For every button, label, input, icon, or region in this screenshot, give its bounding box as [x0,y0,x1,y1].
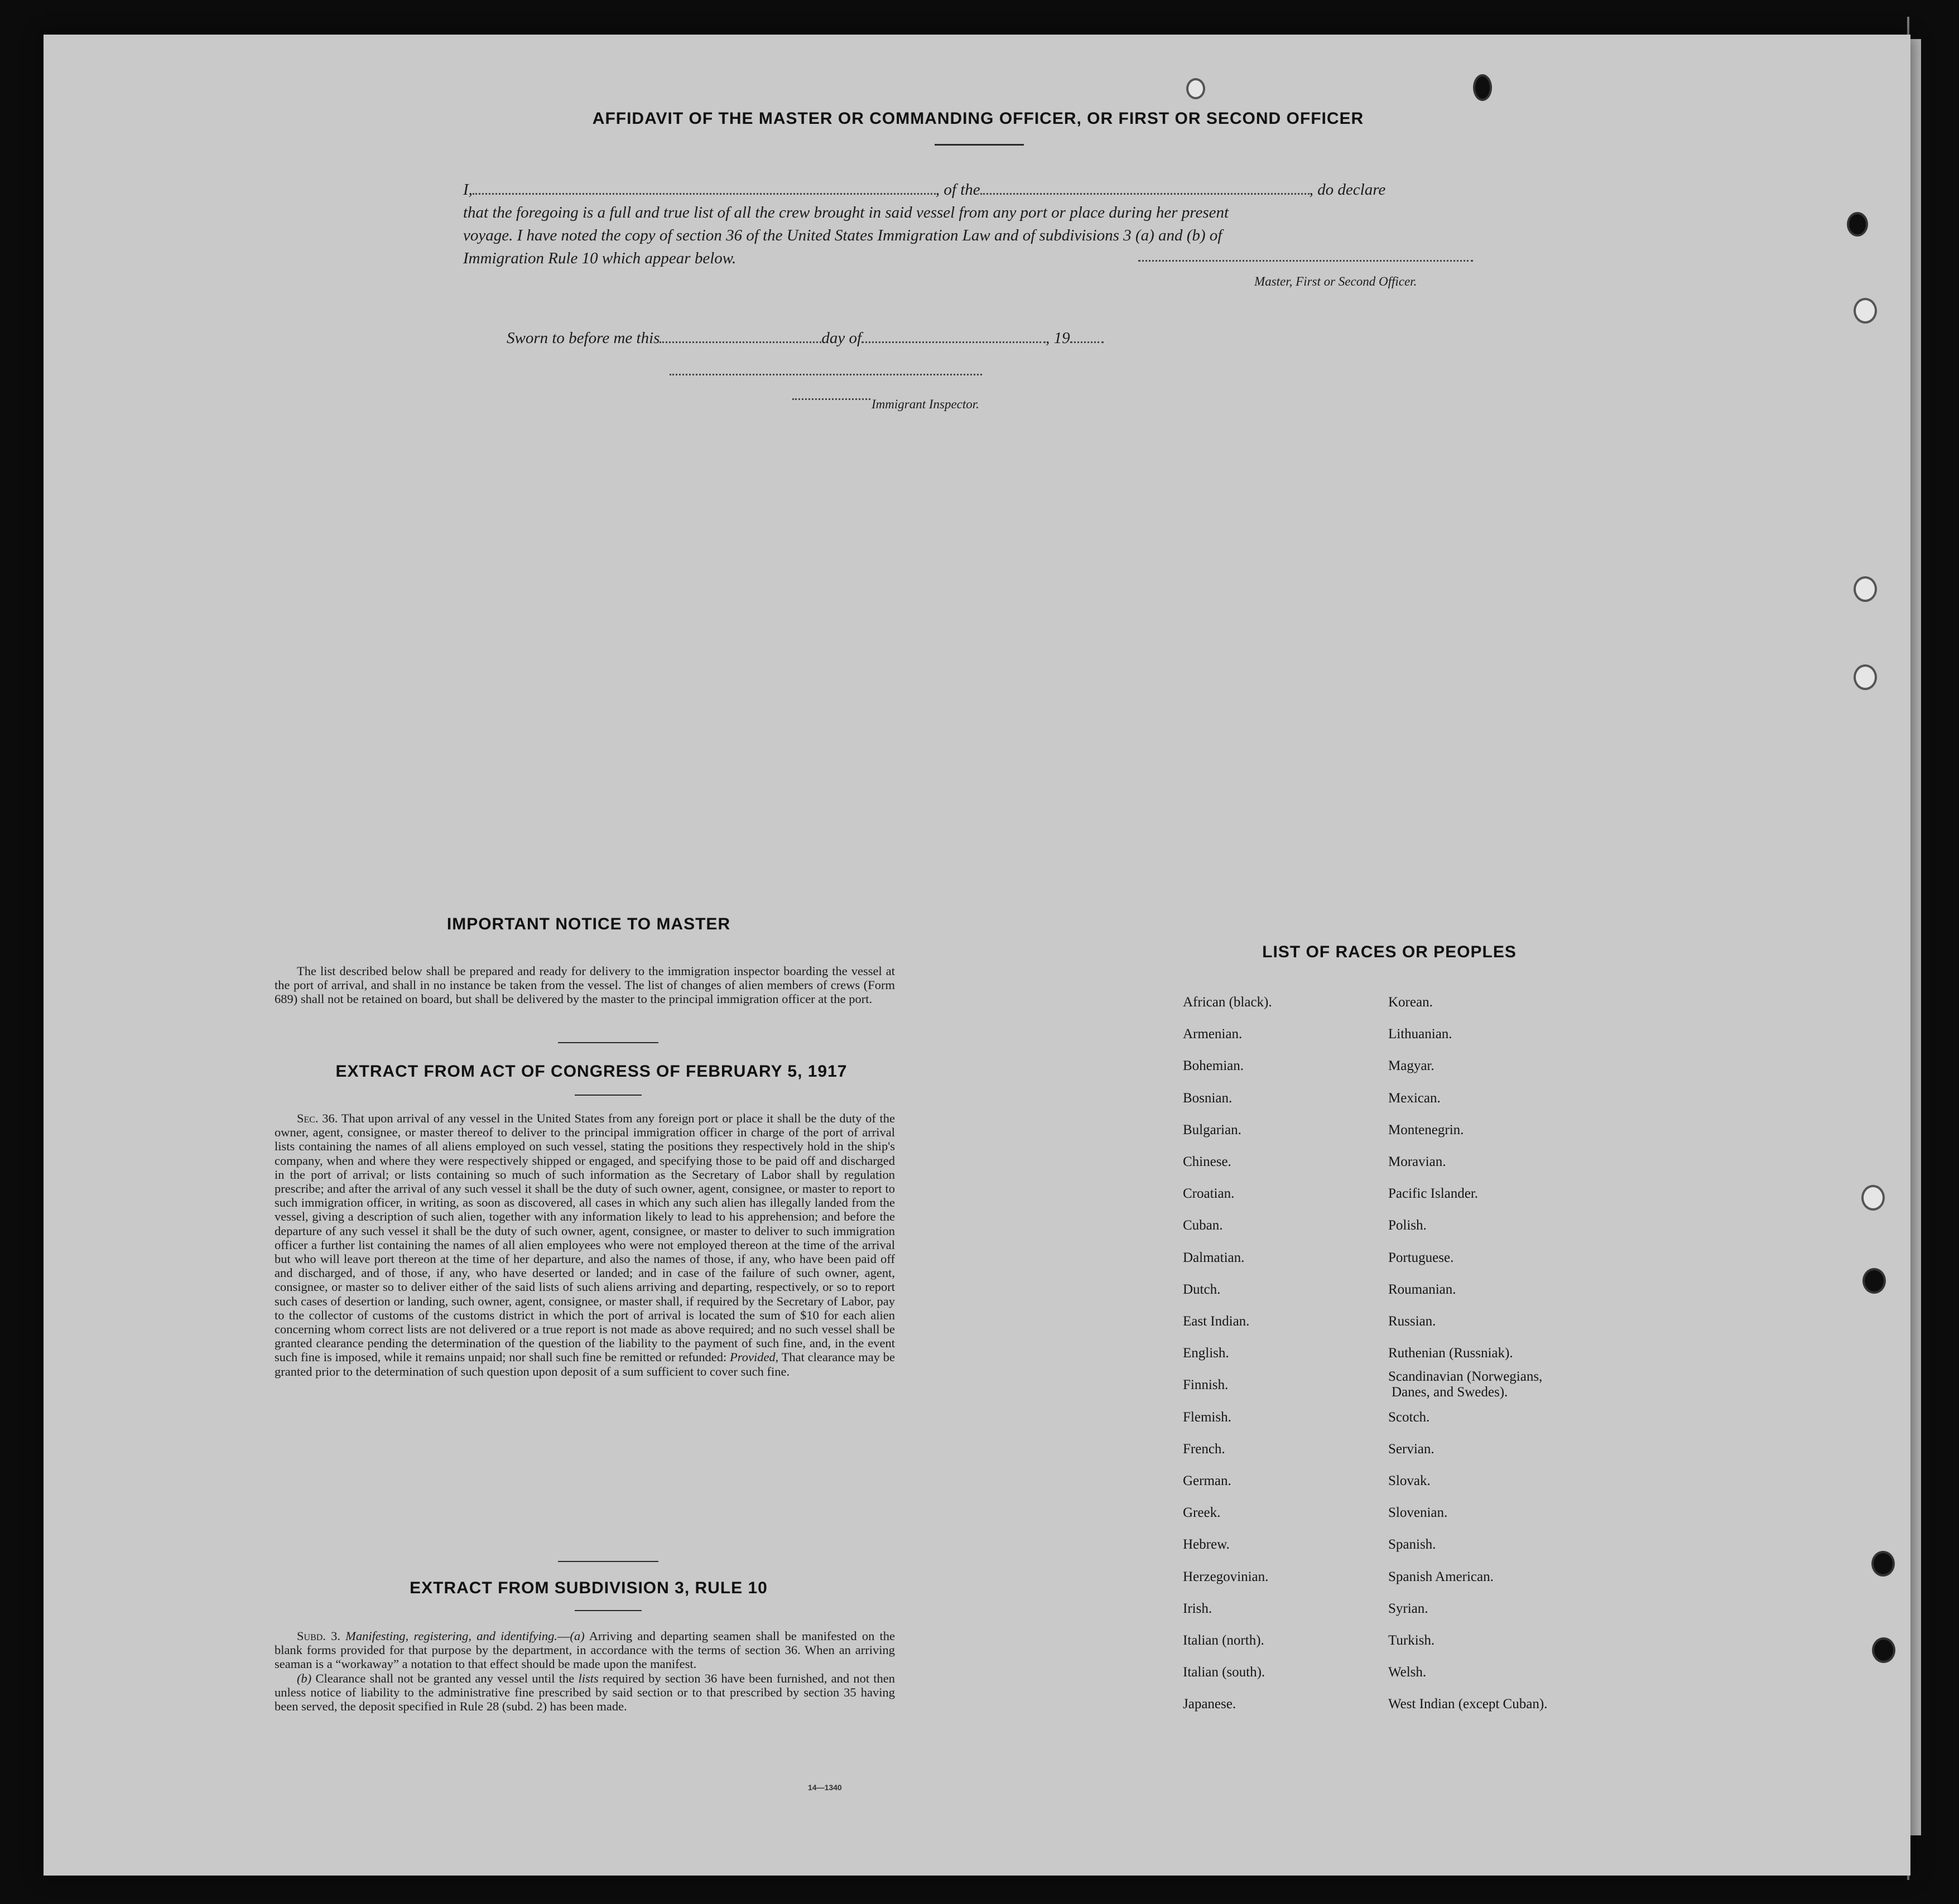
race-item: Herzegovinian. [1183,1569,1269,1584]
race-item: Flemish. [1183,1409,1231,1425]
subd-label: Subd. 3. [297,1629,340,1643]
provided-text: That clearance may be granted prior to the determination of such question upon deposit of a sum sufficient to cover such fine. [275,1350,896,1378]
race-item: German. [1183,1473,1231,1489]
para-b-lists: lists [578,1671,599,1685]
para-a-text: Arriving and departing seamen shall be manifested on the blank forms provided for that purpose by the department, in accordance with the terms of section 36. When an arriving seaman is a “workaway” a notation to that effect should be made upon the manifest. [275,1629,896,1671]
race-item: Cuban. [1183,1218,1223,1233]
subd-b-paragraph [275,1671,895,1714]
sworn-year: , 19 [1046,329,1070,347]
race-item: Mexican. [1388,1090,1441,1106]
race-item: West Indian (except Cuban). [1388,1696,1548,1712]
vessel-blank[interactable] [980,179,1310,195]
punch-hole [1872,1637,1895,1663]
act-extract-text [275,1111,895,1378]
race-item: Dalmatian. [1183,1250,1245,1265]
race-item: Finnish. [1183,1377,1229,1393]
race-item: Spanish. [1388,1537,1436,1553]
race-item: East Indian. [1183,1314,1250,1329]
act-extract-title: EXTRACT FROM ACT OF CONGRESS OF FEBRUARY 5, 1917 [335,1062,848,1081]
race-item: Hebrew. [1183,1537,1230,1553]
races-left-column [1183,986,1272,1720]
form-number: 14—1340 [808,1783,842,1792]
section-rule [575,1610,642,1611]
race-item: Scandinavian (Norwegians, [1388,1369,1543,1385]
notice-title: IMPORTANT NOTICE TO MASTER [446,915,731,933]
inspector-leader [792,397,870,400]
races-title: LIST OF RACES OR PEOPLES [1262,943,1517,961]
sec-36-text: That upon arrival of any vessel in the United States from any foreign port or place it shall be the duty of the owner, agent, consignee, or master thereof to deliver to the principal immigration officer in charge of the port of arrival lists containing the names of all aliens employed on such vessel, stating the positions they respectively hold in the ship's company, when and where they were respectively shipped or engaged, and specifying those to be paid off and discharged in the port of arrival; or lists containing so much of such information as the Secretary of Labor shall by regulation prescribe; and after the arrival of any such vessel it shall be the duty of such owner, agent, consignee, or master to report to such immigration officer, in writing, as soon as discovered, all cases in which any such alien has illegally landed from the vessel, giving a description of such alien, together with any information likely to lead to his apprehension; and before the departure of any such vessel it shall be the duty of such owner, agent, consignee, or master to deliver to such immigration officer a further list containing the names of all alien employees who were not employed thereon at the time of the arrival but who will leave port thereon at the time of her departure, and also the names of those, if any, who have been paid off and discharged, and of those, if any, who have deserted or landed; and in case of the failure of such owner, agent, consignee, or master so to deliver either of the said lists of such aliens arriving and departing, respectively, or so to report such cases of desertion or landing, such owner, agent, consignee, or master shall, if required by the Secretary of Labor, pay to the collector of customs of the customs district in which the port of arrival is located the sum of $10 for each alien concerning whom correct lists are not delivered or a true report is not made as above required; and no such vessel shall be granted clearance pending the determination of the question of the liability to the payment of such fine, and, in the event such fine is imposed, while it remains unpaid; nor shall such fine be remitted or refunded: [275,1111,896,1365]
para-a-label: (a) [570,1629,585,1643]
section-rule [558,1561,658,1562]
section-rule [558,1042,658,1043]
declaration-I: I, [463,181,473,199]
para-b-label: (b) [297,1671,312,1685]
declaration-line-4: Immigration Rule 10 which appear below. [463,249,737,267]
punch-hole [1871,1551,1895,1577]
sworn-year-blank[interactable] [1070,327,1104,343]
sworn-prefix: Sworn to before me this [507,329,660,347]
race-item: Magyar. [1388,1058,1435,1074]
race-item: Bulgarian. [1183,1122,1241,1137]
race-item: Servian. [1388,1441,1435,1457]
race-item: Ruthenian (Russniak). [1388,1346,1513,1361]
race-item: Polish. [1388,1218,1427,1233]
race-item: Dutch. [1183,1281,1221,1297]
rule-extract-title: EXTRACT FROM SUBDIVISION 3, RULE 10 [410,1579,768,1597]
race-item-two-line [1388,1369,1547,1401]
race-item: Chinese. [1183,1154,1231,1170]
race-item: Italian (north). [1183,1633,1264,1648]
notice-text [275,964,895,1006]
notice-paragraph: The list described below shall be prepared and ready for delivery to the immigration inspector boarding the vessel at the port of arrival, and shall in no instance be taken from the vessel. The list of changes of alien members of crews (Form 689) shall not be retained on board, but shall be delivered by the master to the principal immigration officer at the port. [275,964,895,1006]
race-item: Lithuanian. [1388,1026,1452,1042]
affidavit-title: AFFIDAVIT OF THE MASTER OR COMMANDING OFFICER, OR FIRST OR SECOND OFFICER [592,109,1364,128]
race-item: Turkish. [1388,1633,1435,1648]
race-item: Spanish American. [1388,1569,1494,1584]
affidavit-statement [463,179,1490,270]
name-blank[interactable] [473,179,936,195]
race-item: Bosnian. [1183,1090,1233,1106]
race-item: Syrian. [1388,1601,1428,1616]
declaration-declare: , do declare [1309,181,1386,199]
declaration-line-2: that the foregoing is a full and true list of all the crew brought in said vessel from any port or place during her present [463,204,1229,221]
punch-hole [1186,78,1205,99]
race-item: Pacific Islander. [1388,1186,1479,1202]
race-item: Roumanian. [1388,1281,1456,1297]
punch-hole [1861,1185,1885,1211]
race-item: Greek. [1183,1505,1221,1521]
race-item: Slovak. [1388,1473,1431,1489]
race-item: Japanese. [1183,1696,1236,1712]
punch-hole [1854,664,1877,690]
race-item: Bohemian. [1183,1058,1244,1074]
sworn-month-blank[interactable] [861,327,1046,343]
race-item: Croatian. [1183,1186,1235,1202]
para-b-text-1: Clearance shall not be granted any vessel until the [315,1671,575,1685]
provided-label: Provided, [730,1350,779,1365]
sec-36-label: Sec. 36. [297,1111,338,1125]
section-rule [575,1095,642,1096]
sworn-day-of: day of [821,329,862,347]
declaration-of-the: , of the [935,181,980,199]
race-item: Irish. [1183,1601,1212,1616]
para-b-text-2: required by section 36 have been furnished, and not then unless notice of liability to the administrative fine prescribed by said section or to that prescribed by section 35 having been served, the deposit specified in Rule 28 (subd. 2) has been made. [275,1671,896,1714]
punch-hole [1862,1268,1886,1294]
inspector-signature-blank[interactable] [670,373,982,375]
inspector-label: Immigrant Inspector. [872,397,979,411]
race-item: Welsh. [1388,1665,1427,1680]
punch-hole [1847,212,1868,237]
race-item: Moravian. [1388,1154,1446,1170]
title-rule [935,144,1024,146]
race-item: Scotch. [1388,1409,1430,1425]
race-item: English. [1183,1346,1229,1361]
race-item: Russian. [1388,1314,1436,1329]
race-item: African (black). [1183,995,1272,1010]
sworn-line [507,327,1104,350]
race-item: French. [1183,1441,1225,1457]
declaration-line-3: voyage. I have noted the copy of section 36 of the United States Immigration Law and of subdivisions 3 (a) and (b) of [463,226,1222,244]
subd-heading: Manifesting, registering, and identifying. [345,1629,557,1643]
race-item: Italian (south). [1183,1665,1265,1680]
race-item: Slovenian. [1388,1505,1448,1521]
race-item: Korean. [1388,995,1433,1010]
races-right-column [1388,986,1547,1720]
race-item: Portuguese. [1388,1250,1454,1265]
race-item: Montenegrin. [1388,1122,1464,1137]
punch-hole [1854,576,1877,602]
document-page [44,35,1910,1876]
sworn-day-blank[interactable] [660,327,821,343]
signature-blank[interactable] [1138,259,1473,262]
rule-extract-text [275,1629,895,1713]
signature-label: Master, First or Second Officer. [1254,274,1417,288]
subd-a-paragraph: Subd. 3. Manifesting, registering, and identifying.—(a) Arriving and departing seamen shall be manifested on the blank forms provided for that purpose by the department, in accordance with the terms of section 36. When an arriving seaman is a “workaway” a notation to that effect should be made upon the manifest. [275,1629,896,1671]
punch-hole [1854,298,1877,324]
race-item-continued: Danes, and Swedes). [1392,1385,1508,1400]
punch-hole [1473,74,1492,101]
race-item: Armenian. [1183,1026,1243,1042]
